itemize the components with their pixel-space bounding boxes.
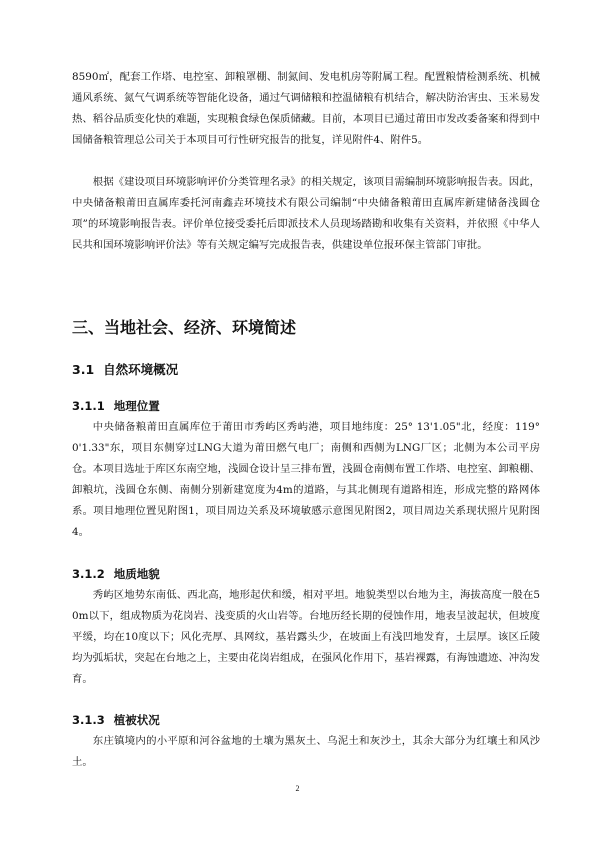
section-heading: 三、当地社会、经济、环境简述: [72, 318, 297, 337]
subsubsection-number: 3.1.3: [72, 713, 105, 727]
vegetation-paragraph: 东庄镇境内的小平原和河谷盆地的土壤为黑灰土、乌泥土和灰沙土，其余大部分为红壤土和风沙土。: [72, 735, 540, 768]
subsubsection-title: 地质地貌: [113, 567, 160, 581]
subsection-title: 自然环境概况: [103, 362, 179, 377]
subsubsection-heading-3-1-2: [72, 566, 540, 582]
subsubsection-heading-3-1-3: [72, 712, 540, 728]
subsubsection-title: 地理位置: [113, 399, 160, 413]
subsubsection-number: 3.1.2: [72, 567, 105, 581]
page-number: 2: [295, 784, 300, 793]
subsection-heading-3-1: [72, 362, 540, 378]
geology-paragraph: 秀屿区地势东南低、西北高，地形起伏和缓，相对平坦。地貌类型以台地为主，海拔高度一般在50m以下，组成物质为花岗岩、浅变质的火山岩等。台地历经长期的侵蚀作用，地表呈波起状，但坡度平缓，均在10度以下；风化壳厚、具网纹，基岩露头少，在坡面上有浅凹地发育，土层厚。该区丘陵均为弧垢状，突起在台地之上，主要由花岗岩组成，在强风化作用下，基岩裸露，有海蚀遗迹、冲沟发育。: [72, 589, 540, 685]
subsection-number: 3.1: [72, 362, 95, 377]
intro-paragraph-1: 8590㎡，配套工作塔、电控室、卸粮罩棚、制氮间、发电机房等附属工程。配置粮情检测系统、机械通风系统、氮气气调系统等智能化设备，通过气调储粮和控温储粮有机结合，解决防治害虫、玉米易发热、稻谷品质变化快的难题，实现粮食绿色保质储藏。目前，本项目已通过莆田市发改委备案和得到中国储备粮管理总公司关于本项目可行性研究报告的批复，详见附件4、附件5。: [72, 71, 540, 146]
subsubsection-heading-3-1-1: [72, 398, 540, 414]
subsubsection-number: 3.1.1: [72, 399, 105, 413]
intro-paragraph-2: 根据《建设项目环境影响评价分类管理名录》的相关规定，该项目需编制环境影响报告表。因此，中央储备粮莆田直属库委托河南鑫垚环境技术有限公司编制“中央储备粮莆田直属库新建储备浅圆仓项”的环境影响报告表。评价单位接受委托后即派技术人员现场踏勘和收集有关资料，并依照《中华人民共和国环境影响评价法》等有关规定编写完成报告表，供建设单位报环保主管部门审批。: [72, 176, 540, 251]
location-paragraph: 中央储备粮莆田直属库位于莆田市秀屿区秀屿港，项目地纬度：25° 13'1.05"北，经度：119° 0'1.33"东，项目东侧穿过LNG大道为莆田燃气电厂；南侧和西侧为LNG厂区；北侧为本公司平房仓。本项目选址于库区东南空地，浅圆仓设计呈三排布置，浅圆仓南侧布置工作塔、电控室、卸粮棚、卸粮坑，浅圆仓东侧、南侧分别新建宽度为4m的道路，与其北侧现有道路相连，形成完整的路网体系。项目地理位置见附图1，项目周边关系及环境敏感示意图见附图2，项目周边关系现状照片见附图4。: [72, 421, 540, 538]
subsubsection-title: 植被状况: [113, 713, 160, 727]
